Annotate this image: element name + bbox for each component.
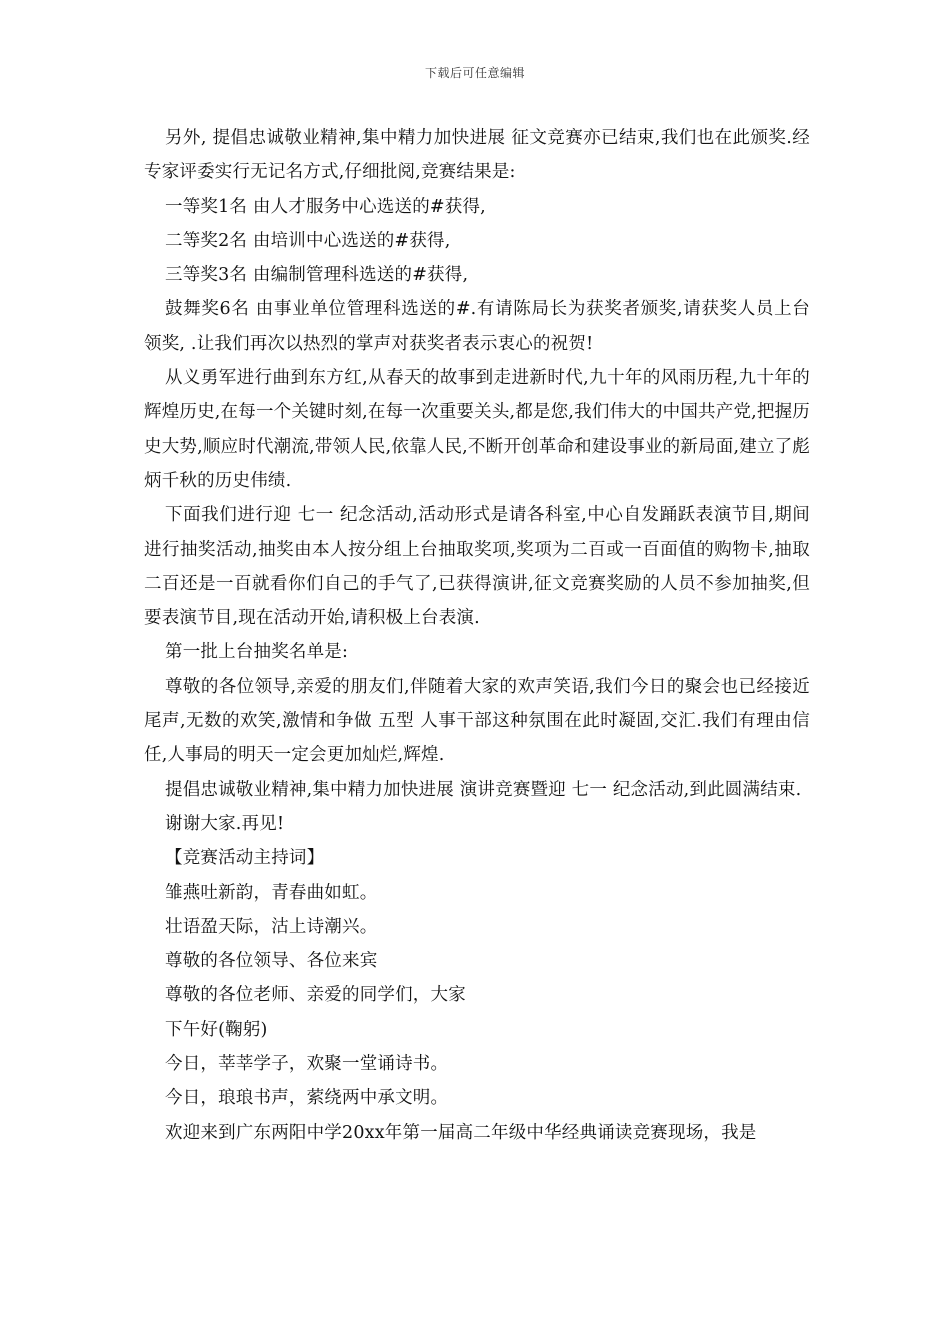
page-header: 下载后可任意编辑	[424, 66, 525, 80]
paragraph: 下面我们进行迎 七一 纪念活动,活动形式是请各科室,中心自发踊跃表演节目,期间进行抽奖活动,抽奖由本人按分组上台抽取奖项,奖项为二百或一百面值的购物卡,抽取二百还是一百就看你们自己的手气了,已获得演讲,征文竞赛奖励的人员不参加抽奖,但要表演节目,现在活动开始,请积极上台表演.	[144, 505, 810, 629]
paragraph: 尊敬的各位老师、亲爱的同学们，大家	[165, 985, 466, 1006]
paragraph: 提倡忠诚敬业精神,集中精力加快进展 演讲竞赛暨迎 七一 纪念活动,到此圆满结束.	[165, 779, 802, 800]
paragraph: 今日，莘莘学子，欢聚一堂诵诗书。	[165, 1054, 449, 1075]
paragraph: 另外, 提倡忠诚敬业精神,集中精力加快进展 征文竞赛亦已结束,我们也在此颁奖.经专家评委实行无记名方式,仔细批阅,竞赛结果是:	[144, 128, 810, 183]
paragraph: 欢迎来到广东两阳中学20xx年第一届高二年级中华经典诵读竞赛现场，我是	[165, 1122, 757, 1143]
paragraph: 一等奖1名 由人才服务中心选送的#获得,	[165, 196, 486, 217]
paragraph: 今日，琅琅书声，萦绕两中承文明。	[165, 1088, 449, 1109]
paragraph: 谢谢大家.再见!	[165, 813, 285, 834]
paragraph: 从义勇军进行曲到东方红,从春天的故事到走进新时代,九十年的风雨历程,九十年的辉煌历史,在每一个关键时刻,在每一次重要关头,都是您,我们伟大的中国共产党,把握历史大势,顺应时代潮流,带领人民,依靠人民,不断开创革命和建设事业的新局面,建立了彪炳千秋的历史伟绩.	[144, 368, 811, 491]
paragraph: 第一批上台抽奖名单是:	[165, 642, 349, 663]
document-body	[144, 121, 810, 1150]
paragraph: 三等奖3名 由编制管理科选送的#获得,	[165, 265, 469, 286]
paragraph: 下午好(鞠躬)	[165, 1019, 268, 1040]
paragraph: 雏燕吐新韵，青春曲如虹。	[165, 882, 378, 903]
paragraph: 二等奖2名 由培训中心选送的#获得,	[165, 230, 451, 251]
paragraph: 尊敬的各位领导,亲爱的朋友们,伴随着大家的欢声笑语,我们今日的聚会也已经接近尾声,无数的欢笑,激情和争做 五型 人事干部这种氛围在此时凝固,交汇.我们有理由信任,人事局的明天一定会更加灿烂,辉煌.	[144, 676, 810, 766]
paragraph: 鼓舞奖6名 由事业单位管理科选送的#.有请陈局长为获奖者颁奖,请获奖人员上台领奖, .让我们再次以热烈的掌声对获奖者表示衷心的祝贺!	[144, 299, 810, 354]
paragraph: 壮语盈天际，沽上诗潮兴。	[165, 916, 378, 937]
paragraph: 尊敬的各位领导、各位来宾	[165, 951, 378, 972]
section-heading: 【竞赛活动主持词】	[165, 848, 325, 869]
